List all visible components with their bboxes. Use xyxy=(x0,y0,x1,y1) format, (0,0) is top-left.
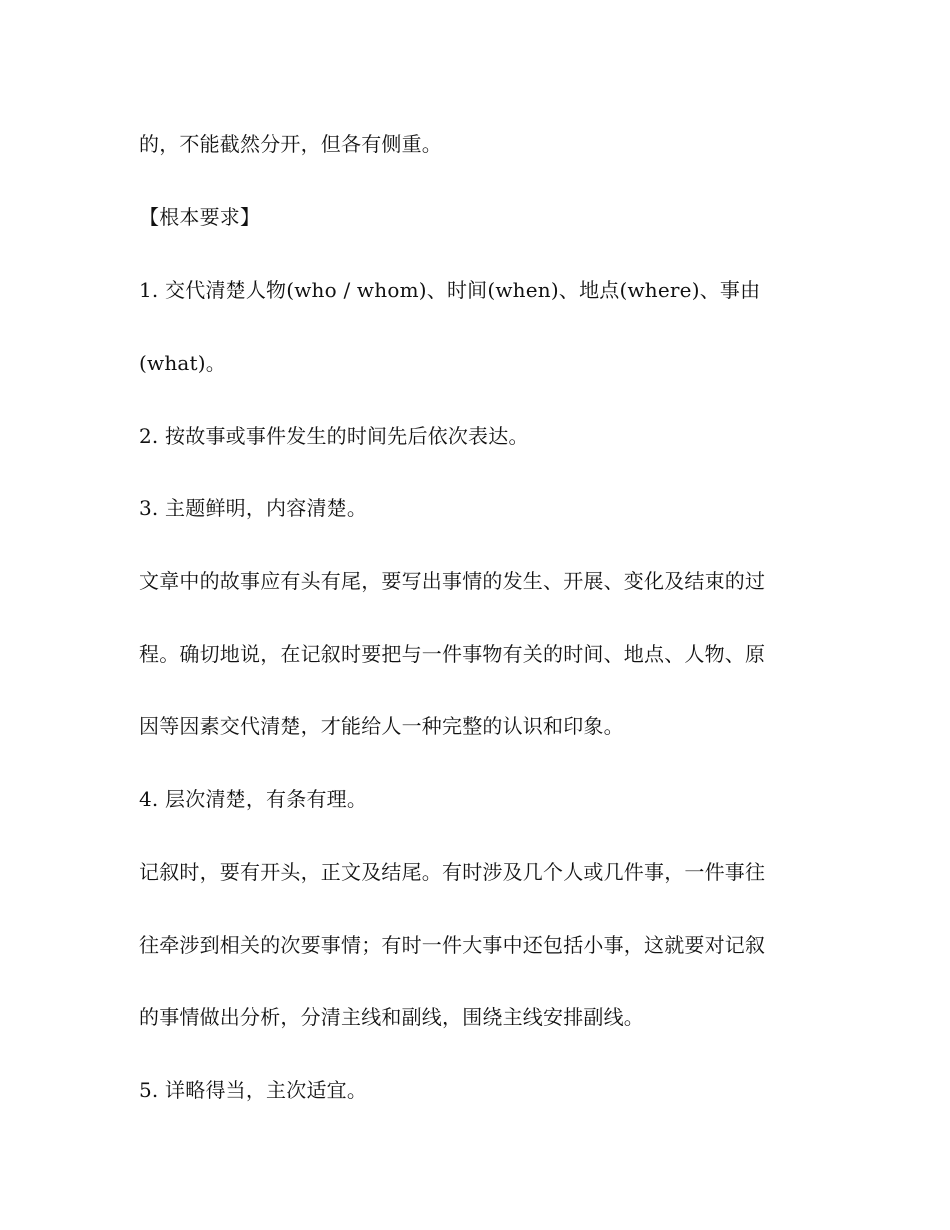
requirement-item-1: 1. 交代清楚人物(who / whom)、时间(when)、地点(where)、事由 xyxy=(139,278,761,302)
paragraph-line: 程。确切地说，在记叙时要把与一件事物有关的时间、地点、人物、原 xyxy=(139,642,766,666)
requirement-item-5: 5. 详略得当，主次适宜。 xyxy=(139,1078,368,1102)
paragraph-line: 往牵涉到相关的次要事情；有时一件大事中还包括小事，这就要对记叙 xyxy=(139,933,766,957)
section-heading: 【根本要求】 xyxy=(139,205,261,229)
requirement-item-3: 3. 主题鲜明，内容清楚。 xyxy=(139,496,368,520)
requirement-item-4: 4. 层次清楚，有条有理。 xyxy=(139,787,368,811)
paragraph-line: 因等因素交代清楚，才能给人一种完整的认识和印象。 xyxy=(139,714,624,738)
paragraph-line: 文章中的故事应有头有尾，要写出事情的发生、开展、变化及结束的过 xyxy=(139,569,766,593)
paragraph-line: 的事情做出分析，分清主线和副线，围绕主线安排副线。 xyxy=(139,1005,644,1029)
paragraph-line: 记叙时，要有开头，正文及结尾。有时涉及几个人或几件事，一件事往 xyxy=(139,860,766,884)
requirement-item-2: 2. 按故事或事件发生的时间先后依次表达。 xyxy=(139,424,529,448)
requirement-item-1-continued: (what)。 xyxy=(139,351,226,375)
text-line-continuation: 的，不能截然分开，但各有侧重。 xyxy=(139,132,442,156)
